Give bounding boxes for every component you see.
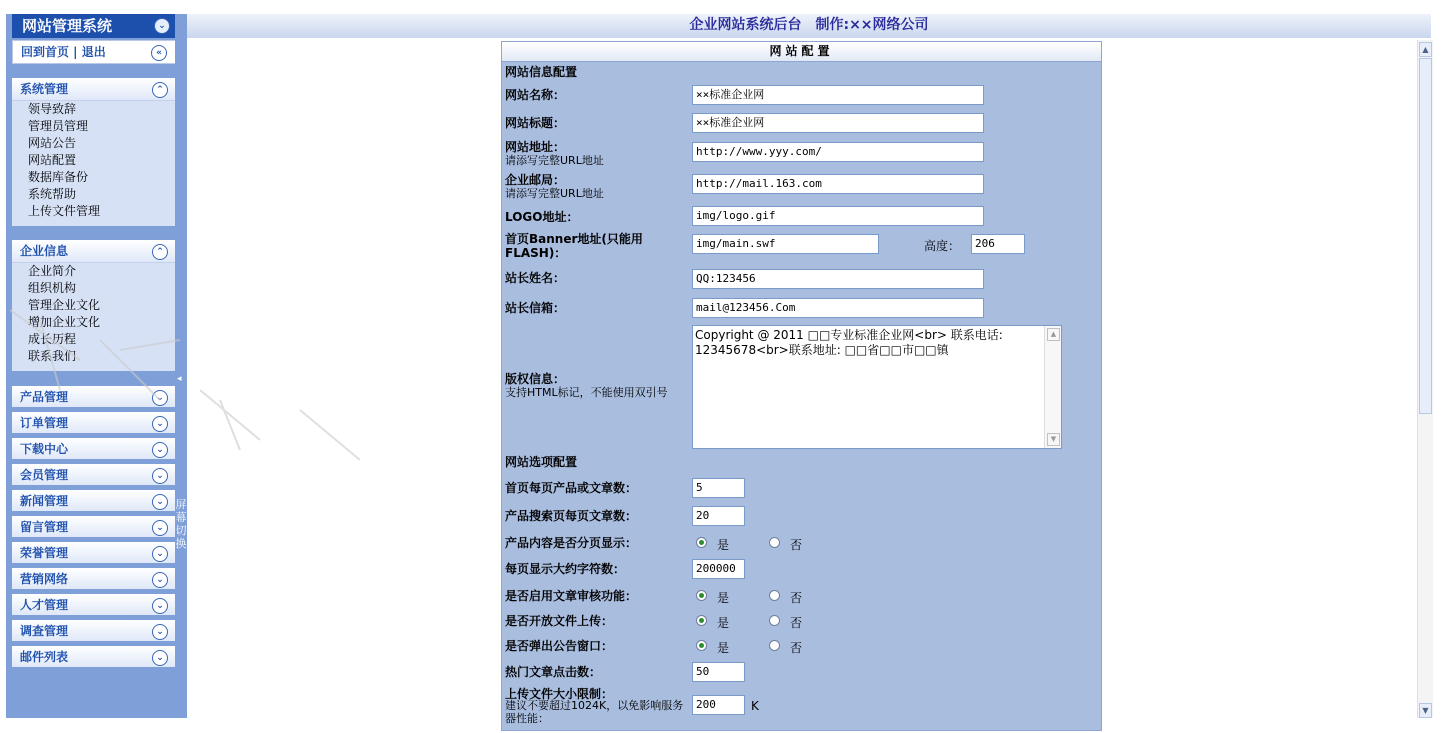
chevron-down-icon[interactable]: ⌄ xyxy=(152,416,168,432)
hot-input[interactable]: 50 xyxy=(692,662,745,682)
no-label: 否 xyxy=(790,538,803,552)
upload-size-input[interactable]: 200 xyxy=(692,695,745,715)
no-label: 否 xyxy=(790,591,803,605)
group-title: 新闻管理 xyxy=(20,494,69,508)
owner-mail-label: 站长信箱： xyxy=(505,301,566,315)
sidebar-item-history[interactable]: 成长历程 xyxy=(28,332,77,346)
screen-toggle-label: 屏幕切换 xyxy=(175,498,187,550)
group-title: 下载中心 xyxy=(20,442,69,456)
group-marketing[interactable] xyxy=(12,568,176,591)
sidebar-title-text: 网站管理系统 xyxy=(22,17,113,35)
yes-label: 是 xyxy=(717,591,730,605)
no-label: 否 xyxy=(790,616,803,630)
main-content xyxy=(187,38,1417,725)
left-arrow-icon[interactable]: ◂ xyxy=(177,374,182,384)
group-company xyxy=(12,240,176,371)
sidebar-item-upload[interactable]: 上传文件管理 xyxy=(28,204,101,218)
sidebar-item-intro[interactable]: 企业简介 xyxy=(28,264,77,278)
no-label: 否 xyxy=(790,641,803,655)
group-products[interactable] xyxy=(12,386,176,409)
home-logout-links[interactable]: 回到首页 | 退出 xyxy=(21,45,106,59)
sidebar-item-contact[interactable]: 联系我们 xyxy=(28,349,77,363)
chevron-down-icon[interactable]: ⌄ xyxy=(152,546,168,562)
sidebar-item-admin[interactable]: 管理员管理 xyxy=(28,119,89,133)
owner-mail-input[interactable]: mail@123456.Com xyxy=(692,298,984,318)
audit-no-radio[interactable] xyxy=(769,590,780,601)
group-title: 荣誉管理 xyxy=(20,546,69,560)
screen-toggle[interactable] xyxy=(175,14,187,718)
top-links[interactable] xyxy=(12,40,176,64)
section-options: 网站选项配置 xyxy=(505,455,578,469)
group-title: 人才管理 xyxy=(20,598,69,612)
audit-yes-radio[interactable] xyxy=(696,590,707,601)
page-title: 企业网站系统后台 制作:××网络公司 xyxy=(689,17,929,33)
group-head-company[interactable] xyxy=(12,240,176,263)
copyright-label: 版权信息： xyxy=(505,372,566,386)
yes-label: 是 xyxy=(717,616,730,630)
upload-unit: K xyxy=(751,699,759,713)
height-input[interactable]: 206 xyxy=(971,234,1025,254)
group-title: 营销网络 xyxy=(20,572,69,586)
chevron-down-icon[interactable]: ⌄ xyxy=(152,468,168,484)
group-system xyxy=(12,78,176,226)
upload-size-hint: 建议不要超过1024K，以免影响服务器性能： xyxy=(505,699,684,725)
chevron-down-icon[interactable]: ⌄ xyxy=(152,390,168,406)
sidebar xyxy=(6,14,187,718)
double-left-icon[interactable]: « xyxy=(151,45,167,61)
sidebar-item-culture-manage[interactable]: 管理企业文化 xyxy=(28,298,101,312)
upload-label: 是否开放文件上传： xyxy=(505,614,614,628)
per-page-label: 首页每页产品或文章数： xyxy=(505,481,638,495)
site-name-input[interactable]: ××标准企业网 xyxy=(692,85,984,105)
max-chars-label: 每页显示大约字符数： xyxy=(505,562,626,576)
chevron-down-icon[interactable]: ⌄ xyxy=(152,624,168,640)
mail-label: 企业邮局： xyxy=(505,173,566,187)
site-url-label: 网站地址： xyxy=(505,140,566,154)
site-name-label: 网站名称： xyxy=(505,88,566,102)
page-scrollbar[interactable] xyxy=(1417,40,1433,718)
sidebar-item-help[interactable]: 系统帮助 xyxy=(28,187,77,201)
copyright-textarea[interactable] xyxy=(692,325,1062,449)
group-title: 订单管理 xyxy=(20,416,69,430)
copyright-hint: 支持HTML标记，不能使用双引号 xyxy=(505,386,668,399)
max-chars-input[interactable]: 200000 xyxy=(692,559,745,579)
chevron-up-icon[interactable]: ⌃ xyxy=(152,82,168,98)
search-per-page-input[interactable]: 20 xyxy=(692,506,745,526)
site-title-label: 网站标题： xyxy=(505,116,566,130)
sidebar-item-notice[interactable]: 网站公告 xyxy=(28,136,77,150)
chevron-up-icon[interactable]: ⌃ xyxy=(152,244,168,260)
group-talent[interactable] xyxy=(12,594,176,617)
banner-input[interactable]: img/main.swf xyxy=(692,234,879,254)
sidebar-item-config[interactable]: 网站配置 xyxy=(28,153,77,167)
search-per-page-label: 产品搜索页每页文章数： xyxy=(505,509,638,523)
group-messages[interactable] xyxy=(12,516,176,539)
panel-title: 网站配置 xyxy=(502,42,1101,62)
group-downloads[interactable] xyxy=(12,438,176,461)
collapse-all-icon[interactable]: ⌄ xyxy=(154,18,170,34)
popup-yes-radio[interactable] xyxy=(696,640,707,651)
config-panel xyxy=(501,41,1102,731)
upload-no-radio[interactable] xyxy=(769,615,780,626)
mail-hint: 请添写完整URL地址 xyxy=(505,187,604,200)
popup-no-radio[interactable] xyxy=(769,640,780,651)
logo-label: LOGO地址： xyxy=(505,210,579,224)
textarea-scrollbar[interactable] xyxy=(1044,326,1061,448)
group-title: 产品管理 xyxy=(20,390,69,404)
per-page-input[interactable]: 5 xyxy=(692,478,745,498)
height-label: 高度： xyxy=(924,239,961,253)
section-info: 网站信息配置 xyxy=(505,65,578,79)
group-title: 邮件列表 xyxy=(20,650,69,664)
scroll-up-icon[interactable]: ▲ xyxy=(1047,328,1060,341)
upload-size-label: 上传文件大小限制： xyxy=(505,687,614,701)
sidebar-item-culture-add[interactable]: 增加企业文化 xyxy=(28,315,101,329)
top-bar xyxy=(187,14,1431,38)
copyright-text: Copyright @ 2011 □□专业标准企业网<br> 联系电话: 12345678<br>联系地址: □□省□□市□□镇 xyxy=(695,328,1003,357)
yes-label: 是 xyxy=(717,641,730,655)
scroll-down-icon[interactable]: ▼ xyxy=(1419,703,1432,718)
scroll-up-icon[interactable]: ▲ xyxy=(1419,42,1432,57)
paging-label: 产品内容是否分页显示： xyxy=(505,536,638,550)
site-title-input[interactable]: ××标准企业网 xyxy=(692,113,984,133)
chevron-down-icon[interactable]: ⌄ xyxy=(152,520,168,536)
site-url-input[interactable]: http://www.yyy.com/ xyxy=(692,142,984,162)
chevron-down-icon[interactable]: ⌄ xyxy=(152,572,168,588)
group-honors[interactable] xyxy=(12,542,176,565)
chevron-down-icon[interactable]: ⌄ xyxy=(152,494,168,510)
scroll-thumb[interactable] xyxy=(1419,58,1432,414)
popup-label: 是否弹出公告窗口： xyxy=(505,639,614,653)
sidebar-item-org[interactable]: 组织机构 xyxy=(28,281,77,295)
site-url-hint: 请添写完整URL地址 xyxy=(505,154,604,167)
mail-input[interactable]: http://mail.163.com xyxy=(692,174,984,194)
hot-label: 热门文章点击数： xyxy=(505,665,602,679)
logo-input[interactable]: img/logo.gif xyxy=(692,206,984,226)
group-title: 留言管理 xyxy=(20,520,69,534)
group-news[interactable] xyxy=(12,490,176,513)
sidebar-item-leader[interactable]: 领导致辞 xyxy=(28,102,77,116)
owner-input[interactable]: QQ:123456 xyxy=(692,269,984,289)
chevron-down-icon[interactable]: ⌄ xyxy=(152,442,168,458)
sidebar-title xyxy=(12,14,176,38)
banner-label: 首页Banner地址(只能用FLASH)： xyxy=(505,232,643,260)
group-members[interactable] xyxy=(12,464,176,487)
group-head-system[interactable] xyxy=(12,78,176,101)
group-mail[interactable] xyxy=(12,646,176,669)
sidebar-item-backup[interactable]: 数据库备份 xyxy=(28,170,89,184)
group-survey[interactable] xyxy=(12,620,176,643)
scroll-down-icon[interactable]: ▼ xyxy=(1047,433,1060,446)
group-title: 企业信息 xyxy=(20,244,69,258)
group-title: 调查管理 xyxy=(20,624,69,638)
audit-label: 是否启用文章审核功能： xyxy=(505,589,638,603)
yes-label: 是 xyxy=(717,538,730,552)
chevron-down-icon[interactable]: ⌄ xyxy=(152,650,168,666)
group-title: 系统管理 xyxy=(20,82,69,96)
group-orders[interactable] xyxy=(12,412,176,435)
chevron-down-icon[interactable]: ⌄ xyxy=(152,598,168,614)
paging-yes-radio[interactable] xyxy=(696,537,707,548)
owner-label: 站长姓名： xyxy=(505,271,566,285)
group-title: 会员管理 xyxy=(20,468,69,482)
upload-yes-radio[interactable] xyxy=(696,615,707,626)
paging-no-radio[interactable] xyxy=(769,537,780,548)
